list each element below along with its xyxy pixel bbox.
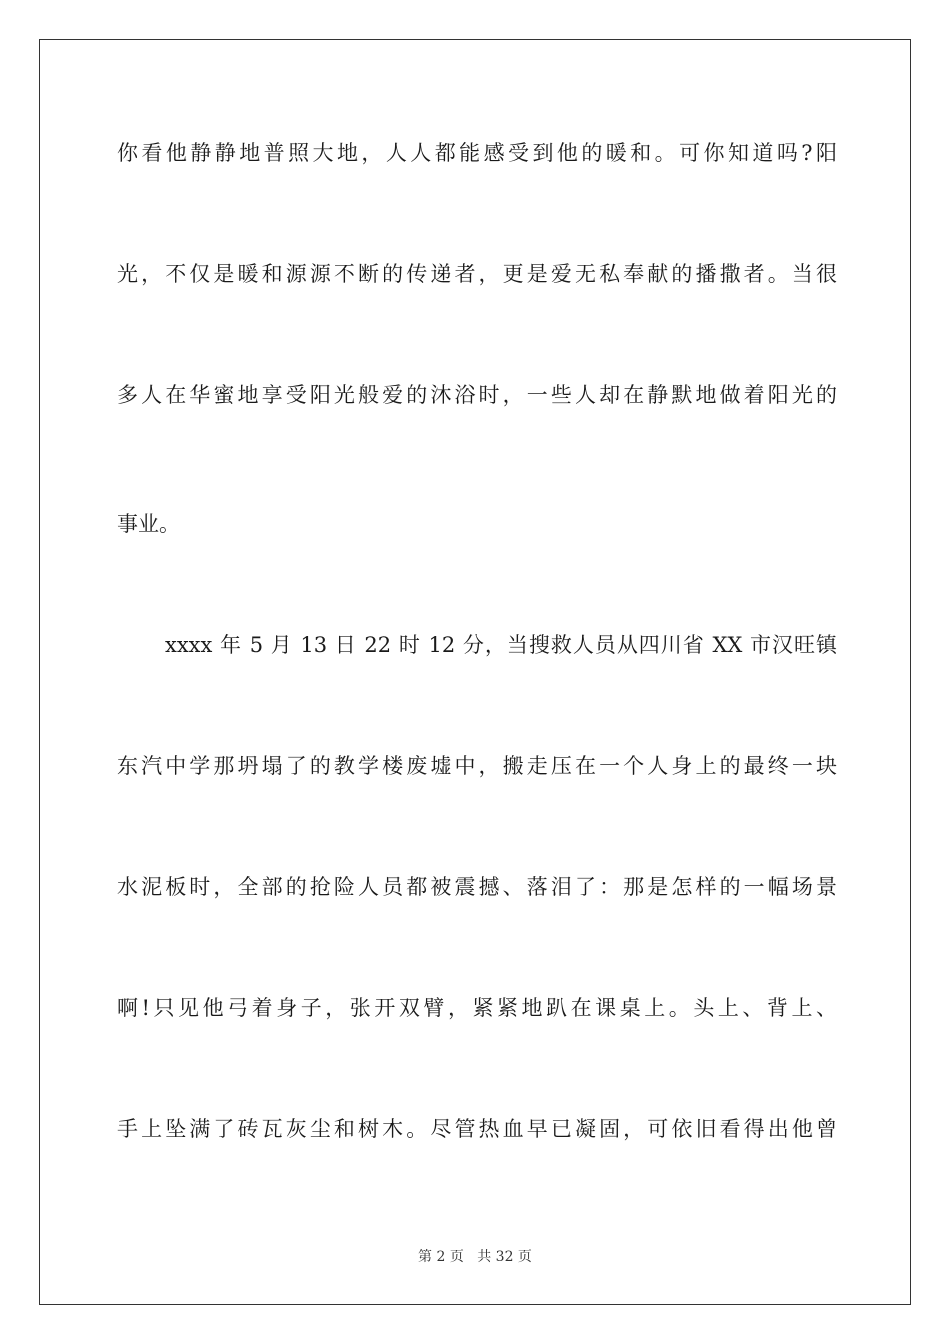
text-line-1: 你看他静静地普照大地，人人都能感受到他的暖和。可你知道吗?阳 xyxy=(117,141,837,165)
text-line-2: 光，不仅是暖和源源不断的传递者，更是爱无私奉献的播撒者。当很 xyxy=(117,262,837,286)
text-line-9: 手上坠满了砖瓦灰尘和树木。尽管热血早已凝固，可依旧看得出他曾 xyxy=(117,1117,837,1141)
page-footer xyxy=(0,1246,950,1266)
total-pages: 共 32 页 xyxy=(477,1249,532,1265)
text-line-7: 水泥板时，全部的抢险人员都被震撼、落泪了：那是怎样的一幅场景 xyxy=(117,875,837,899)
text-line-8: 啊!只见他弓着身子，张开双臂，紧紧地趴在课桌上。头上、背上、 xyxy=(117,996,837,1020)
text-line-5: xxxx 年 5 月 13 日 22 时 12 分，当搜救人员从四川省 XX 市汉旺镇 xyxy=(165,633,837,657)
page-number: 第 2 页 xyxy=(418,1249,464,1265)
text-line-4: 事业。 xyxy=(117,512,180,536)
text-line-6: 东汽中学那坍塌了的教学楼废墟中，搬走压在一个人身上的最终一块 xyxy=(117,754,837,778)
text-line-3: 多人在华蜜地享受阳光般爱的沐浴时，一些人却在静默地做着阳光的 xyxy=(117,383,837,407)
